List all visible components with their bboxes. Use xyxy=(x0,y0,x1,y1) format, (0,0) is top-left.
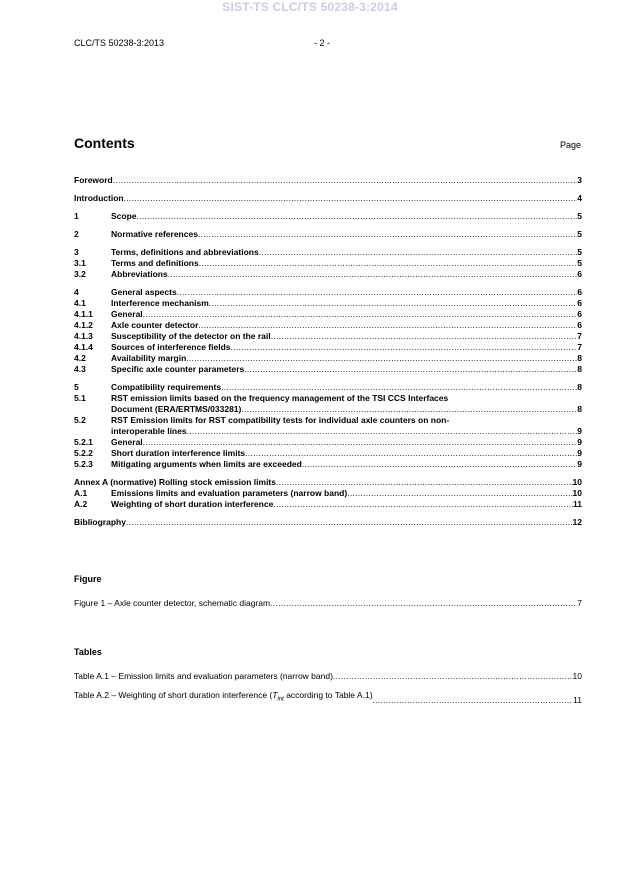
toc-entry-page: 5 xyxy=(577,211,582,221)
toc-entry-label: Terms, definitions and abbreviations xyxy=(111,247,259,257)
leader-dots xyxy=(113,175,578,186)
leader-dots xyxy=(231,342,578,353)
leader-dots xyxy=(143,437,578,448)
toc-entry-page: 8 xyxy=(577,364,582,374)
toc-entry-number: 4.1.3 xyxy=(74,331,93,341)
leader-dots xyxy=(124,193,578,204)
leader-dots xyxy=(276,477,573,488)
leader-dots xyxy=(198,229,577,240)
leader-dots xyxy=(271,331,578,342)
toc-entry-label: Specific axle counter parameters xyxy=(111,364,245,374)
toc-entry-number: 4.1 xyxy=(74,298,86,308)
toc-entry[interactable] xyxy=(74,298,582,309)
leader-dots xyxy=(137,211,578,222)
toc-entry-number: 3.2 xyxy=(74,269,86,279)
toc-entry[interactable] xyxy=(74,320,582,331)
toc-entry-label: RST emission limits based on the frequency management of the TSI CCS Interfaces xyxy=(111,393,449,403)
table-entry-page: 11 xyxy=(573,695,582,705)
figures-heading: Figure xyxy=(74,574,102,584)
toc-entry-label: Sources of interference fields xyxy=(111,342,231,352)
toc-entry-number: A.1 xyxy=(74,488,88,498)
figure-entry[interactable] xyxy=(74,597,582,609)
contents-title: Contents xyxy=(74,135,135,151)
toc-entry-number: 3.1 xyxy=(74,258,86,268)
toc-entry-label: Abbreviations xyxy=(111,269,168,279)
toc-entry-number: 5.2 xyxy=(74,415,86,425)
toc-entry[interactable] xyxy=(74,211,582,222)
toc-entry-label: Scope xyxy=(111,211,137,221)
leader-dots xyxy=(209,298,577,309)
leader-dots xyxy=(126,517,573,528)
list-of-figures xyxy=(74,597,582,609)
toc-entry[interactable] xyxy=(74,499,582,510)
leader-dots xyxy=(168,269,578,280)
toc-entry-page: 6 xyxy=(577,320,582,330)
toc-entry-label: Annex A (normative) Rolling stock emission limits xyxy=(74,477,276,487)
toc-entry-label: Availability margin xyxy=(111,353,187,363)
leader-dots xyxy=(241,404,577,415)
toc-entry-continuation[interactable] xyxy=(74,426,582,437)
toc-entry-number: 4 xyxy=(74,287,79,297)
toc-entry[interactable] xyxy=(74,393,582,404)
toc-entry-number: 5.2.3 xyxy=(74,459,93,469)
table-entry[interactable] xyxy=(74,670,582,682)
toc-entry-label: Axle counter detector xyxy=(111,320,199,330)
toc-entry-label: Bibliography xyxy=(74,517,126,527)
toc-entry-page: 6 xyxy=(577,298,582,308)
toc-entry-number: 4.1.4 xyxy=(74,342,93,352)
toc-entry-label: Interference mechanism xyxy=(111,298,209,308)
toc-entry-page: 11 xyxy=(573,499,582,509)
leader-dots xyxy=(143,309,578,320)
toc-entry-label: RST Emission limits for RST compatibility tests for individual axle counters on non- xyxy=(111,415,450,425)
toc-entry[interactable] xyxy=(74,353,582,364)
toc-entry-label: Emissions limits and evaluation parameters (narrow band) xyxy=(111,488,348,498)
toc-entry-page: 7 xyxy=(577,331,582,341)
toc-entry-number: 4.1.1 xyxy=(74,309,93,319)
leader-dots xyxy=(259,247,578,258)
leader-dots xyxy=(245,448,577,459)
toc-entry-page: 9 xyxy=(577,448,582,458)
leader-dots xyxy=(199,258,578,269)
leader-dots xyxy=(373,694,574,706)
leader-dots xyxy=(270,597,577,609)
document-id: CLC/TS 50238-3:2013 xyxy=(74,38,165,48)
table-entry-page: 10 xyxy=(572,671,582,681)
table-entry-label: Table A.2 – Weighting of short duration interference ($T_{int}$ according to Table A.1) xyxy=(74,690,373,703)
toc-entry-number: 1 xyxy=(74,211,79,221)
toc-entry-label: Terms and definitions xyxy=(111,258,199,268)
toc-entry[interactable] xyxy=(74,517,582,528)
toc-entry[interactable] xyxy=(74,309,582,320)
page-number: - 2 - xyxy=(314,38,331,48)
toc-entry-number: 3 xyxy=(74,247,79,257)
toc-entry-label: Foreword xyxy=(74,175,113,185)
toc-entry-number: 5.2.2 xyxy=(74,448,93,458)
toc-entry-number: 5.2.1 xyxy=(74,437,93,447)
toc-entry-page: 10 xyxy=(572,488,582,498)
leader-dots xyxy=(333,670,573,682)
toc-entry-number: 5.1 xyxy=(74,393,86,403)
leader-dots xyxy=(187,426,578,437)
toc-entry-label-continued: interoperable lines xyxy=(111,426,187,436)
toc-entry-page: 5 xyxy=(577,258,582,268)
figure-entry-label: Figure 1 – Axle counter detector, schematic diagram xyxy=(74,598,271,608)
toc-entry-page: 6 xyxy=(577,269,582,279)
leader-dots xyxy=(221,382,577,393)
toc-entry-label: General xyxy=(111,309,143,319)
toc-entry-label: Introduction xyxy=(74,193,124,203)
toc-entry-label: General xyxy=(111,437,143,447)
toc-entry-number: 4.2 xyxy=(74,353,86,363)
toc-entry-page: 9 xyxy=(577,426,582,436)
toc-entry[interactable] xyxy=(74,269,582,280)
toc-entry[interactable] xyxy=(74,382,582,393)
toc-entry-number: 4.3 xyxy=(74,364,86,374)
toc-entry[interactable] xyxy=(74,364,582,375)
figure-entry-page: 7 xyxy=(577,598,582,608)
leader-dots xyxy=(273,499,573,510)
toc-entry[interactable] xyxy=(74,488,582,499)
toc-entry-label: Normative references xyxy=(111,229,198,239)
toc-entry[interactable] xyxy=(74,331,582,342)
toc-entry-page: 10 xyxy=(572,477,582,487)
toc-entry-label: Mitigating arguments when limits are exceeded xyxy=(111,459,302,469)
leader-dots xyxy=(244,364,577,375)
table-entry-label: Table A.1 – Emission limits and evaluation parameters (narrow band) xyxy=(74,671,333,681)
page-column-label: Page xyxy=(559,140,581,150)
toc-entry-number: 2 xyxy=(74,229,79,239)
toc-entry-number: 5 xyxy=(74,382,79,392)
watermark: SIST-TS CLC/TS 50238-3:2014 xyxy=(222,0,398,14)
toc-entry-label: Compatibility requirements xyxy=(111,382,222,392)
toc-entry-page: 5 xyxy=(577,247,582,257)
toc-entry-label: Weighting of short duration interference xyxy=(111,499,274,509)
toc-entry-label: General aspects xyxy=(111,287,177,297)
leader-dots xyxy=(347,488,572,499)
toc-entry[interactable] xyxy=(74,415,582,426)
toc-entry[interactable] xyxy=(74,247,582,258)
toc-entry[interactable] xyxy=(74,459,582,470)
toc-entry-page: 5 xyxy=(577,229,582,239)
toc-entry[interactable] xyxy=(74,342,582,353)
leader-dots xyxy=(186,353,577,364)
toc-entry[interactable] xyxy=(74,477,582,488)
toc-entry-page: 12 xyxy=(572,517,582,527)
leader-dots xyxy=(177,287,578,298)
toc-entry-label-continued: Document (ERA/ERTMS/033281) xyxy=(111,404,242,414)
toc-entry-label: Short duration interference limits xyxy=(111,448,246,458)
list-of-tables xyxy=(74,670,582,706)
toc-entry-page: 4 xyxy=(577,193,582,203)
toc-entry-page: 8 xyxy=(577,404,582,414)
toc-entry-number: A.2 xyxy=(74,499,88,509)
toc-entry-page: 7 xyxy=(577,342,582,352)
toc-entry[interactable] xyxy=(74,229,582,240)
leader-dots xyxy=(198,320,577,331)
tables-heading: Tables xyxy=(74,647,102,657)
toc-entry-number: 4.1.2 xyxy=(74,320,93,330)
table-of-contents xyxy=(74,175,582,528)
toc-entry-label: Susceptibility of the detector on the rail xyxy=(111,331,271,341)
toc-entry-continuation[interactable] xyxy=(74,404,582,415)
toc-entry-page: 8 xyxy=(577,353,582,363)
toc-entry[interactable] xyxy=(74,175,582,186)
toc-entry-page: 3 xyxy=(577,175,582,185)
table-entry[interactable] xyxy=(74,690,582,706)
leader-dots xyxy=(302,459,577,470)
toc-entry-page: 9 xyxy=(577,437,582,447)
toc-entry-page: 6 xyxy=(577,309,582,319)
toc-entry-page: 8 xyxy=(577,382,582,392)
toc-entry[interactable] xyxy=(74,287,582,298)
toc-entry[interactable] xyxy=(74,448,582,459)
toc-entry-page: 9 xyxy=(577,459,582,469)
toc-entry[interactable] xyxy=(74,437,582,448)
toc-entry-page: 6 xyxy=(577,287,582,297)
toc-entry[interactable] xyxy=(74,258,582,269)
toc-entry[interactable] xyxy=(74,193,582,204)
